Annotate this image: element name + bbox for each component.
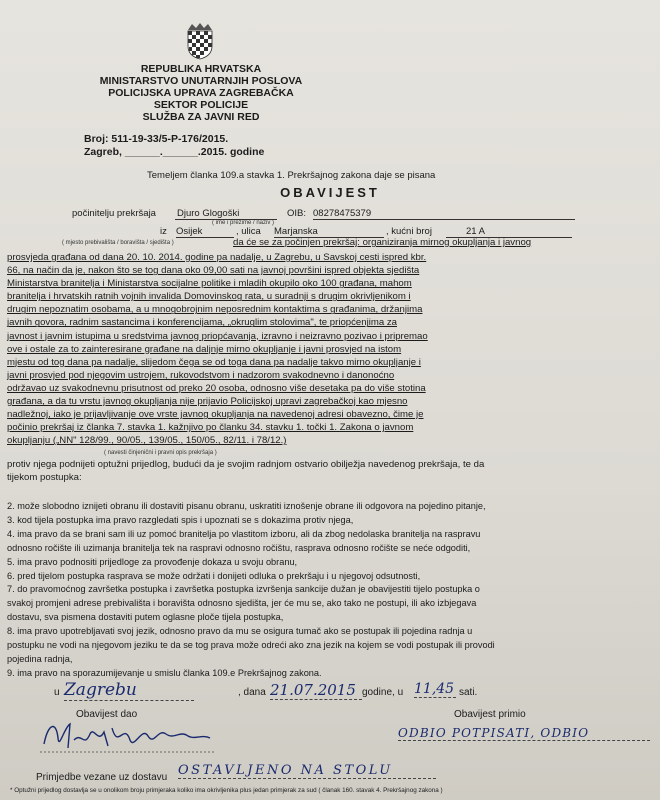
rights-item: postupku ne vodi na njegovom jeziku te da se tog prava može odreći ako zna jezik na kojem se vodi postupak ili provodi <box>7 640 495 651</box>
body-line: mjestu od tog dana pa nadalje, slijedom čega se od toga dana pa nadalje takvo mirno okupljanje i <box>7 356 421 368</box>
rights-item: svakoj promjeni adrese prebivališta i boravišta odnosno sjedišta, jer će mu se, ako tako ne postupi, ili ako izbjegava <box>7 598 477 609</box>
reference-date: Zagreb, ______.______.2015. godine <box>84 146 265 158</box>
rights-item: dostavu, sva pismena dostaviti putem oglasne ploče tijela postupka, <box>7 612 284 623</box>
oib-value: 08278475379 <box>313 208 575 220</box>
officer-signature-icon <box>38 714 218 756</box>
offense-description <box>7 251 605 447</box>
iz-label: iz <box>160 226 167 237</box>
body-line: okupljanju („NN" 128/99., 90/05., 139/05., 150/05., 82/11. i 78/12.) <box>7 435 287 447</box>
offender-house-number: 21 A <box>446 226 572 238</box>
kbr-label: , kućni broj <box>386 226 432 237</box>
law-caption: ( navesti činjenični i pravni opis prekršaja ) <box>104 450 217 456</box>
oib-label: OIB: <box>287 208 307 219</box>
reference-number: Broj: 511-19-33/5-P-176/2015. <box>84 133 229 145</box>
godine-label: godine, u <box>362 687 404 698</box>
header-line: SEKTOR POLICIJE <box>153 99 249 111</box>
rights-item: 9. ima pravo na sporazumijevanje u smislu članka 109.e Prekršajnog zakona. <box>7 667 322 678</box>
body-lead: da će se za počinjen prekršaj: organiziranja mirnog okupljanja i javnog <box>233 237 532 248</box>
received-by-handwritten: ODBIO POTPISATI, ODBIO <box>398 726 650 741</box>
rights-item: 3. kod tijela postupka ima pravo razgledati spis i upoznati se s dokazima protiv njega, <box>7 514 354 525</box>
body-line: građana, a da tu vrstu javnog okupljanja nije prijavio Policijskoj upravi zagrebačkoj kao mjesno <box>7 396 408 408</box>
header-line: POLICIJSKA UPRAVA ZAGREBAČKA <box>108 87 294 99</box>
body-line: javni prosvjed pod njegovim ustrojem, rukovodstvom i nadzorom svakodnevno i danonoćno <box>7 369 395 381</box>
rights-item: 7. do pravomoćnog završetka postupka i završetka postupka izvršenja sankcije dužan je obavijestiti tijelo postupka o <box>7 584 480 595</box>
sati-label: sati. <box>459 687 478 698</box>
body-line: javnih govora, radnim sastancima i konferencijama, „okruglim stolovima", te priopćenjima za <box>7 317 397 329</box>
place-caption: ( mjesto prebivališta / boravišta / sjedišta ) <box>62 240 174 246</box>
place-handwritten: Zagrebu <box>64 680 194 701</box>
time-handwritten: 11,45 <box>414 681 455 697</box>
rights-item: pojedina radnja, <box>7 653 73 664</box>
phase-line: tijekom postupka: <box>7 472 82 483</box>
name-caption: ( ime i prezime / naziv ) <box>212 220 275 226</box>
intro-line: Temeljem članka 109.a stavka 1. Prekršajnog zakona daje se pisana <box>147 170 436 181</box>
header-line: MINISTARSTVO UNUTARNJIH POSLOVA <box>99 75 303 87</box>
rights-item: 5. ima pravo podnositi prijedloge za provođenje dokaza u svoju obranu, <box>7 556 298 567</box>
remarks-label: Primjedbe vezane uz dostavu <box>36 772 168 783</box>
offender-city: Osijek <box>176 226 234 238</box>
rights-list <box>7 500 643 681</box>
rights-item: 4. ima pravo da se brani sam ili uz pomoć branitelja po vlastitom izboru, ali da zbog nedolaska branitelja na raspravu <box>7 528 481 539</box>
body-line: prosvjeda građana od dana 20. 10. 2014. godine pa nadalje, u Zagrebu, u Savskoj cesti ispred kbr. <box>7 252 427 263</box>
body-line: javnost i javnim istupima u sredstvima javnog priopćavanja, izravno i neizravno pozivao i pripremao <box>7 330 428 342</box>
reference-block <box>84 133 264 159</box>
date-handwritten: 21.07.2015 <box>270 681 362 700</box>
body-line: počinio prekršaj iz članka 7. stavka 1. kažnjivo po članku 34. stavku 1. točki 1. Zakona o javnom <box>7 422 414 434</box>
body-line: Ministarstva branitelja i Ministarstva socijalne politike i mladih okupilo oko 100 građana, mahom <box>7 278 412 290</box>
header-line: SLUŽBA ZA JAVNI RED <box>142 111 260 123</box>
offender-name: Djuro Glogoški <box>175 208 277 220</box>
body-line: nadležnoj, iako je prijavljivanje ove vrste javnog okupljanja na navedenoj adresi obavezno, čime je <box>7 409 424 421</box>
document-title: OBAVIJEST <box>280 185 380 200</box>
header-line: REPUBLIKA HRVATSKA <box>140 63 262 75</box>
rights-item: 6. pred tijelom postupka rasprava se može održati i donijeti odluka o prekršaju i u njegovoj odsutnosti, <box>7 570 421 581</box>
rights-item: 8. ima pravo upotrebljavati svoj jezik, odnosno pravo da mu se osigura tumač ako se postupak ili pojedina radnja u <box>7 626 473 637</box>
ulica-label: , ulica <box>236 226 261 237</box>
rights-item: 2. može slobodno iznijeti obranu ili dostaviti pisanu obranu, uskratiti iznošenje obrane ili odgovora na pojedino pitanje, <box>7 501 486 511</box>
body-line: branitelja i hrvatskih ratnih vojnih invalida Domovinskog rata, u suradnji s drugim okrivljenikom i <box>7 291 411 303</box>
body-line: održavao uz svakodnevnu prisutnost od preko 20 osoba, odnosno više desetaka pa do više stotina <box>7 382 426 394</box>
offender-street: Marjanska <box>274 226 384 238</box>
received-by-label: Obavijest primio <box>454 709 526 720</box>
issued-by-label: Obavijest dao <box>76 709 138 720</box>
croatian-coat-of-arms-icon <box>186 22 214 60</box>
rights-item: odnosno ročište ili uzimanja branitelja tek na raspravi odnosno ročištu, rasprava odnosno ročište se neće odgoditi, <box>7 542 471 553</box>
body-line: drugim nepoznatim osobama, a u mnogobrojnim neposrednim kontaktima s građanima, držanjima <box>7 304 423 316</box>
body-line: ove i ostale za to zainteresirane građane na daljnje mirno okupljanje i javni prosvjed na istom <box>7 343 402 355</box>
body-line: 66, na način da je, nakon što se tog dana oko 09,00 sati na javnoj površini ispred objekta sjedišta <box>7 265 420 277</box>
remarks-handwritten: OSTAVLJENO NA STOLU <box>178 763 436 779</box>
against-line: protiv njega podnijeti optužni prijedlog, budući da je svojim radnjom ostvario obilježja navedenog prekršaja, te da <box>7 459 485 470</box>
date-label: , dana <box>238 687 266 698</box>
institution-header <box>96 63 306 123</box>
offender-label: počinitelju prekršaja <box>72 208 156 219</box>
place-prefix: u <box>54 687 60 698</box>
footnote: * Optužni prijedlog dostavlja se u onolikom broju primjeraka koliko ima okrivljenika plus jedan primjerak za sud ( članak 160. stavak 4. Prekršajnog zakona ) <box>10 787 443 794</box>
